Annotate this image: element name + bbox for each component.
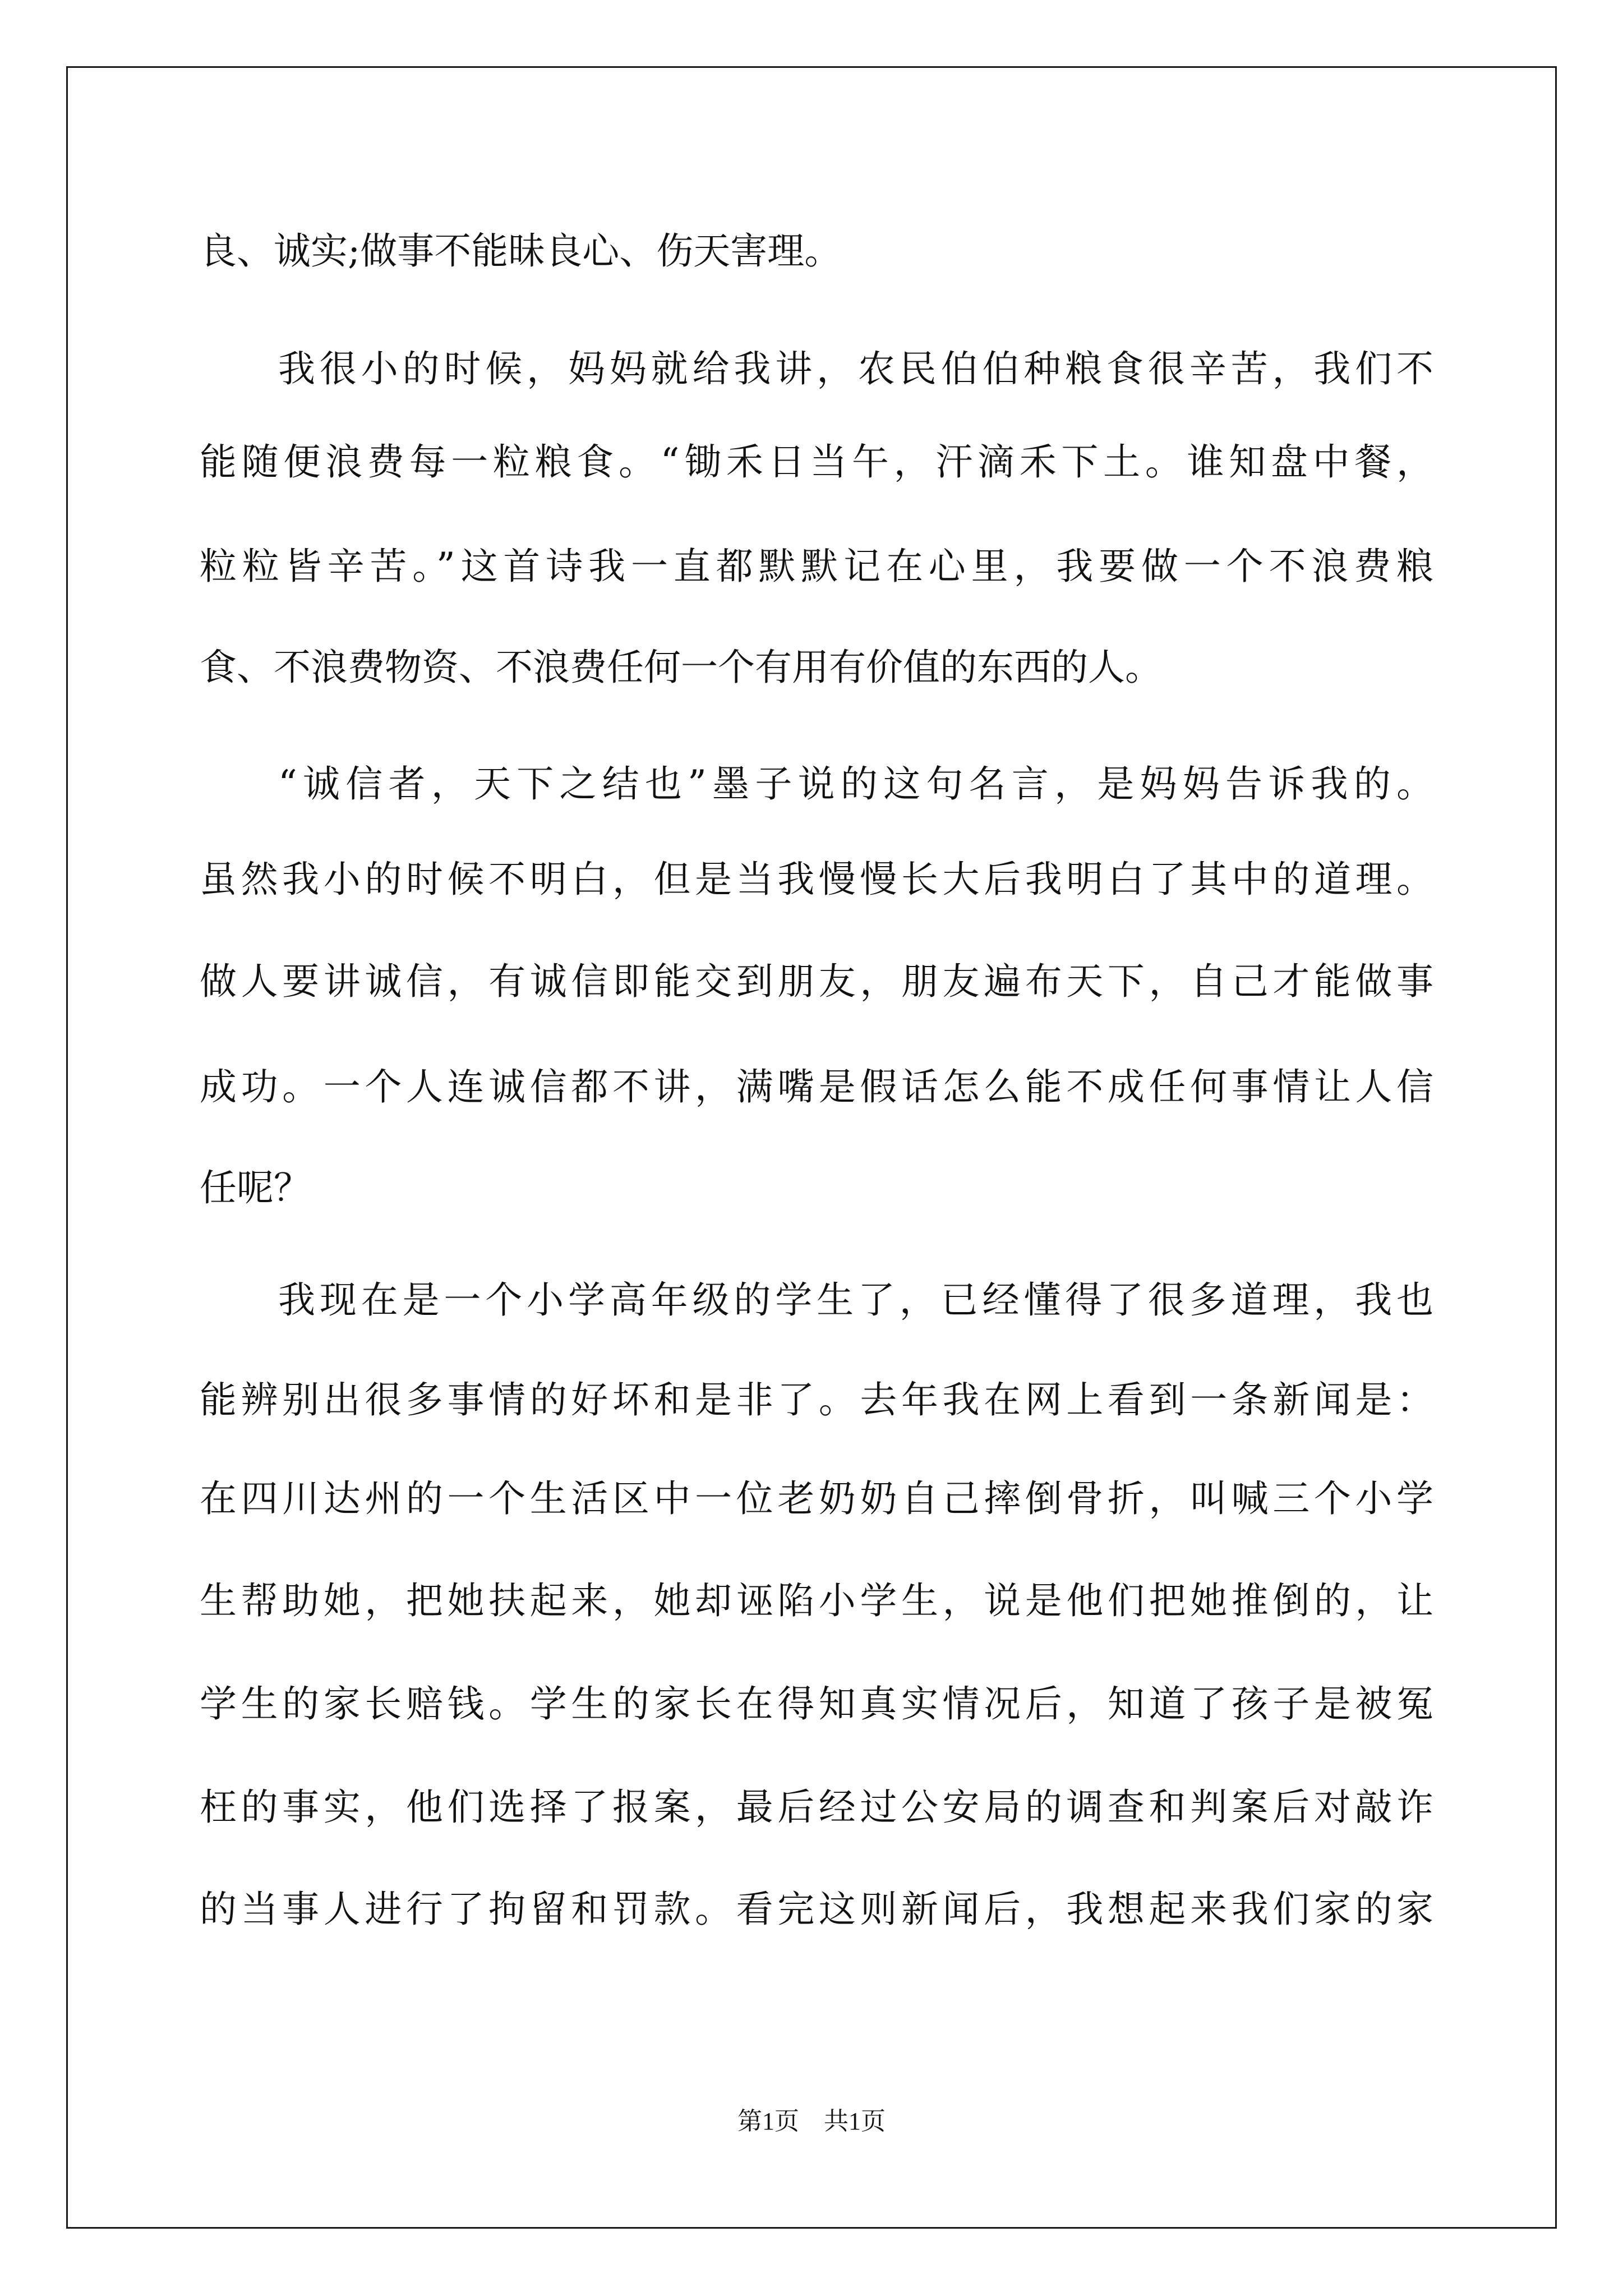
text-line-13: 在四川达州的一个生活区中一位老奶奶自己摔倒骨折，叫喊三个小学 — [200, 1477, 1433, 1520]
text-line-15: 学生的家长赔钱。学生的家长在得知真实情况后，知道了孩子是被冤 — [200, 1682, 1433, 1726]
text-line-2: 我很小的时候，妈妈就给我讲，农民伯伯种粮食很辛苦，我们不 — [278, 347, 1433, 390]
text-line-4: 粒粒皆辛苦。”这首诗我一直都默默记在心里，我要做一个不浪费粮 — [200, 545, 1433, 588]
text-line-14: 生帮助她，把她扶起来，她却诬陷小学生，说是他们把她推倒的，让 — [200, 1579, 1433, 1622]
text-line-10: 任呢？ — [200, 1166, 311, 1209]
text-line-6: “诚信者，天下之结也”墨子说的这句名言，是妈妈告诉我的。 — [278, 762, 1433, 806]
text-line-9: 成功。一个人连诚信都不讲，满嘴是假话怎么能不成任何事情让人信 — [200, 1065, 1433, 1108]
text-line-11: 我现在是一个小学高年级的学生了，已经懂得了很多道理，我也 — [278, 1278, 1433, 1322]
text-line-3: 能随便浪费每一粒粮食。“锄禾日当午，汗滴禾下土。谁知盘中餐， — [200, 440, 1433, 484]
text-line-17: 的当事人进行了拘留和罚款。看完这则新闻后，我想起来我们家的家 — [200, 1888, 1433, 1931]
text-line-12: 能辨别出很多事情的好坏和是非了。去年我在网上看到一条新闻是： — [200, 1378, 1433, 1421]
page-footer: 第1页 共1页 — [737, 2108, 886, 2135]
text-line-16: 枉的事实，他们选择了报案，最后经过公安局的调查和判案后对敲诈 — [200, 1786, 1433, 1829]
text-line-1: 良、诚实;做事不能昧良心、伤天害理。 — [200, 229, 842, 273]
text-line-5: 食、不浪费物资、不浪费任何一个有用有价值的东西的人。 — [200, 646, 1162, 689]
text-line-7: 虽然我小的时候不明白，但是当我慢慢长大后我明白了其中的道理。 — [200, 858, 1433, 901]
text-line-8: 做人要讲诚信，有诚信即能交到朋友，朋友遍布天下，自己才能做事 — [200, 960, 1433, 1003]
